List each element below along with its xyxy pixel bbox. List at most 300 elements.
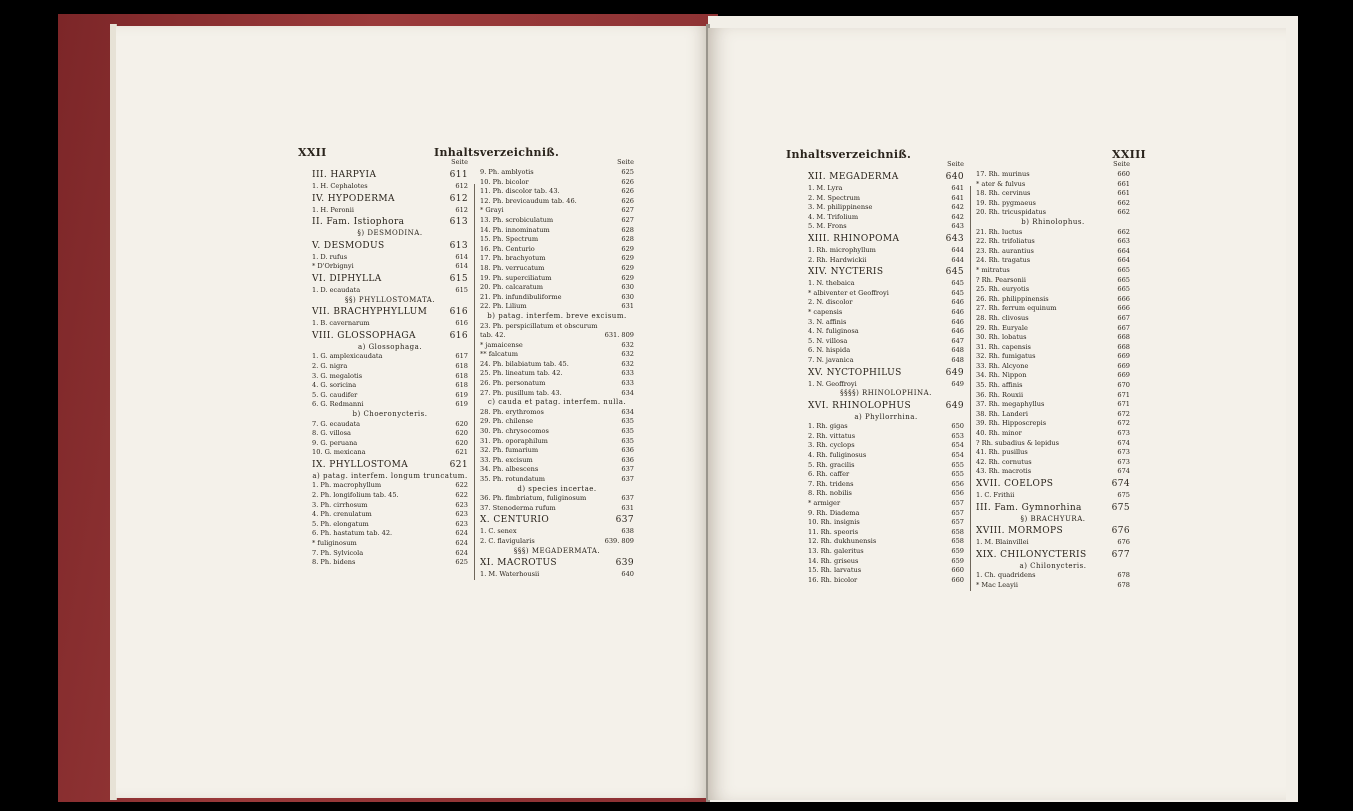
section-subheading: §) BRACHYURA. [1020, 514, 1086, 523]
entry-title: XVIII. MORMOPS [976, 526, 1064, 537]
entry-title: 29. Ph. chilense [480, 417, 534, 426]
entry-page: 648 [951, 355, 964, 364]
genus-heading [976, 477, 1130, 491]
entry-title: 4. Ph. crenulatum [312, 510, 372, 519]
entry-page: 616 [449, 330, 468, 341]
entry-page: 656 [951, 479, 964, 488]
entry-title: 14. Ph. innominatum [480, 225, 550, 234]
entry-page: 642 [951, 203, 964, 212]
section-subheading: b) patag. interfem. breve excisum. [487, 311, 627, 320]
toc-entry [976, 491, 1130, 501]
entry-title: 7. Ph. Sylvicola [312, 548, 364, 557]
toc-entry [976, 538, 1130, 548]
entry-page: 619 [455, 400, 468, 409]
entry-page: 644 [951, 255, 964, 264]
entry-title: 12. Rh. dukhunensis [808, 537, 877, 546]
entry-page: 629 [621, 273, 634, 282]
entry-page: 618 [455, 361, 468, 370]
toc-entry [312, 558, 468, 568]
entry-page: 668 [1117, 342, 1130, 351]
entry-page: 664 [1117, 256, 1130, 265]
entry-title: 22. Ph. Lilium [480, 302, 527, 311]
genus-heading [808, 232, 964, 246]
entry-page: 675 [1111, 502, 1130, 513]
entry-page: 670 [1117, 381, 1130, 390]
entry-title: 1. C. senex [480, 527, 517, 536]
toc-entry [312, 391, 468, 401]
left-page [116, 26, 708, 798]
toc-entry [808, 308, 964, 318]
entry-title: * Grayi [480, 206, 504, 215]
entry-title: X. CENTURIO [480, 515, 550, 526]
toc-entry [480, 465, 634, 475]
toc-entry [808, 194, 964, 204]
entry-title: 6. N. hispida [808, 346, 851, 355]
entry-page: 623 [455, 500, 468, 509]
entry-title: 1. M. Blainvillei [976, 538, 1029, 547]
entry-title: 2. N. discolor [808, 298, 853, 307]
right-column-1 [808, 160, 964, 585]
entry-page: 627 [621, 206, 634, 215]
toc-entry [976, 247, 1130, 257]
entry-page: 634 [621, 388, 634, 397]
entry-page: 646 [951, 307, 964, 316]
entry-title: ** falcatum [480, 350, 518, 359]
entry-title: 32. Rh. fumigatus [976, 352, 1036, 361]
entry-title: 8. Ph. bidens [312, 558, 356, 567]
entry-page: 663 [1117, 237, 1130, 246]
right-column-2 [976, 160, 1130, 591]
entry-title: 7. G. ecaudata [312, 419, 361, 428]
entry-page: 676 [1111, 526, 1130, 537]
entry-page: 668 [1117, 333, 1130, 342]
entry-page: 648 [951, 346, 964, 355]
entry-page: 632 [621, 350, 634, 359]
entry-page: 629 [621, 263, 634, 272]
entry-page: 644 [951, 245, 964, 254]
entry-page: 638 [621, 527, 634, 536]
toc-entry [808, 422, 964, 432]
toc-entry [808, 356, 964, 366]
entry-title: II. Fam. Istiophora [312, 217, 405, 228]
entry-page: 640 [945, 172, 964, 182]
toc-entry [312, 448, 468, 458]
toc-entry [976, 419, 1130, 429]
entry-page: 612 [455, 182, 468, 190]
entry-title: 1. Ph. macrophyllum [312, 481, 382, 490]
entry-page: 649 [945, 400, 964, 411]
entry-title: 3. G. megalotis [312, 371, 363, 380]
toc-entry [976, 439, 1130, 449]
entry-page: 660 [951, 566, 964, 575]
right-page-number: XXIII [1112, 148, 1147, 161]
entry-page: 620 [455, 438, 468, 447]
toc-entry [480, 389, 634, 399]
entry-title: 42. Rh. cornutus [976, 457, 1032, 466]
section-subheading: a) Chilonycteris. [1019, 561, 1087, 570]
entry-page: 633 [621, 379, 634, 388]
toc-entry [808, 279, 964, 289]
entry-title: 33. Rh. Alcyone [976, 361, 1029, 370]
toc-entry [808, 298, 964, 308]
genus-heading [312, 192, 468, 206]
genus-heading [808, 170, 964, 184]
toc-entry [480, 322, 634, 332]
toc-entry [480, 226, 634, 236]
entry-page: 621 [455, 448, 468, 457]
entry-page: 672 [1117, 409, 1130, 418]
toc-entry [312, 439, 468, 449]
toc-entry [312, 491, 468, 501]
entry-title: 37. Rh. megaphyllus [976, 400, 1045, 409]
entry-title: 43. Rh. macrotis [976, 467, 1032, 476]
toc-entry [808, 337, 964, 347]
seite-label: Seite [451, 158, 468, 166]
entry-title: 9. Ph. amblyotis [480, 168, 534, 176]
entry-page: 666 [1117, 294, 1130, 303]
entry-page: 655 [951, 470, 964, 479]
toc-entry [312, 420, 468, 430]
entry-page: 636 [621, 455, 634, 464]
entry-page: 665 [1117, 285, 1130, 294]
entry-page: 667 [1117, 323, 1130, 332]
entry-title: 21. Rh. luctus [976, 227, 1023, 236]
entry-title: 3. Ph. cirrhosum [312, 500, 368, 509]
entry-page: 669 [1117, 352, 1130, 361]
toc-entry [976, 343, 1130, 353]
entry-title: 29. Rh. Euryale [976, 323, 1028, 332]
entry-page: 660 [1117, 170, 1130, 178]
entry-page: 677 [1111, 549, 1130, 560]
entry-page: 622 [455, 491, 468, 500]
genus-heading [808, 366, 964, 380]
entry-title: 1. G. amplexicaudata [312, 352, 383, 361]
entry-page: 621 [449, 459, 468, 470]
section-subheading: b) Choeronycteris. [352, 409, 428, 418]
entry-title: 23. Rh. aurantius [976, 246, 1034, 255]
entry-page: 657 [951, 508, 964, 517]
entry-title: 24. Rh. tragatus [976, 256, 1031, 265]
toc-entry [808, 441, 964, 451]
entry-title: 8. G. villosa [312, 429, 351, 438]
toc-entry [480, 427, 634, 437]
seite-label: Seite [1113, 160, 1130, 168]
genus-heading [312, 239, 468, 253]
toc-entry [808, 470, 964, 480]
toc-entry [480, 283, 634, 293]
toc-entry [480, 331, 634, 341]
entry-title: 32. Ph. fumarium [480, 446, 539, 455]
toc-entry [480, 437, 634, 447]
entry-title: 22. Rh. trifoliatus [976, 237, 1035, 246]
genus-heading [480, 556, 634, 570]
entry-page: 615 [449, 273, 468, 284]
right-page [708, 28, 1286, 800]
entry-title: 6. Rh. caffer [808, 470, 850, 479]
entry-title: 31. Rh. capensis [976, 342, 1031, 351]
toc-entry [976, 170, 1130, 180]
entry-page: 635 [621, 417, 634, 426]
entry-title: 2. Rh. vittatus [808, 431, 856, 440]
entry-title: * Mac Leayii [976, 580, 1019, 589]
entry-page: 678 [1117, 580, 1130, 589]
entry-title: 1. Ch. quadridens [976, 571, 1036, 580]
section-subheading: a) Phyllorrhina. [854, 412, 918, 421]
entry-title: 25. Rh. euryotis [976, 285, 1030, 294]
toc-entry [976, 276, 1130, 286]
entry-page: 655 [951, 460, 964, 469]
entry-title: 31. Ph. oporaphilum [480, 436, 548, 445]
toc-entry [808, 432, 964, 442]
entry-title: 25. Ph. lineatum tab. 42. [480, 369, 563, 378]
toc-entry [976, 180, 1130, 190]
genus-heading [808, 265, 964, 279]
toc-entry [312, 549, 468, 559]
entry-title: 10. Ph. bicolor [480, 177, 529, 186]
entry-title: 1. Rh. gigas [808, 422, 848, 431]
entry-page: 631. 809 [604, 331, 634, 340]
entry-page: 626 [621, 196, 634, 205]
entry-page: 678 [1117, 571, 1130, 580]
entry-title: 4. Rh. fuliginosus [808, 451, 867, 460]
entry-page: 620 [455, 429, 468, 438]
toc-entry [480, 446, 634, 456]
entry-page: 624 [455, 529, 468, 538]
toc-entry [976, 266, 1130, 276]
entry-page: 654 [951, 451, 964, 460]
entry-page: 658 [951, 527, 964, 536]
entry-page: 641 [951, 184, 964, 192]
genus-heading [480, 513, 634, 527]
entry-page: 646 [951, 298, 964, 307]
entry-title: 21. Ph. infundibuliforme [480, 292, 562, 301]
entry-title: 37. Stenoderma rufum [480, 503, 556, 512]
left-running-head: Inhaltsverzeichniß. [434, 146, 560, 159]
entry-title: * capensis [808, 307, 843, 316]
entry-title: 27. Ph. pusillum tab. 43. [480, 388, 562, 397]
entry-page: 669 [1117, 361, 1130, 370]
toc-entry [480, 537, 634, 547]
entry-page: 616 [455, 319, 468, 328]
entry-title: 4. M. Trifolium [808, 212, 859, 221]
entry-title: 41. Rh. pusillus [976, 448, 1028, 457]
entry-page: 635 [621, 427, 634, 436]
entry-title: 20. Ph. calcaratum [480, 283, 544, 292]
entry-page: 637 [621, 475, 634, 483]
toc-entry [312, 372, 468, 382]
toc-entry [808, 537, 964, 547]
toc-entry [312, 400, 468, 410]
toc-entry [312, 510, 468, 520]
toc-entry [808, 256, 964, 266]
entry-page: 664 [1117, 246, 1130, 255]
entry-title: ? Rh. Pearsonii [976, 275, 1026, 284]
entry-page: 645 [951, 288, 964, 297]
entry-page: 612 [449, 193, 468, 204]
column-rule [474, 184, 475, 580]
entry-page: 626 [621, 177, 634, 186]
entry-title: 6. G. Redmanni [312, 400, 364, 409]
entry-title: 1. B. cavernarum [312, 319, 370, 328]
entry-title: XVII. COELOPS [976, 479, 1054, 489]
entry-page: 630 [621, 283, 634, 292]
entry-title: 10. Rh. insignis [808, 518, 860, 527]
entry-title: 16. Ph. Centurio [480, 244, 535, 253]
entry-page: 631 [621, 302, 634, 311]
entry-title: XI. MACROTUS [480, 558, 557, 569]
toc-entry [976, 324, 1130, 334]
entry-page: 623 [455, 510, 468, 519]
entry-title: 11. Ph. discolor tab. 43. [480, 187, 560, 196]
entry-page: 674 [1111, 479, 1130, 489]
entry-page: 647 [951, 336, 964, 345]
section-subheading: d) species incertae. [517, 484, 597, 493]
toc-entry [808, 380, 964, 390]
toc-entry [976, 237, 1130, 247]
toc-entry [808, 461, 964, 471]
toc-entry [976, 333, 1130, 343]
entry-title: 5. N. villosa [808, 336, 848, 345]
entry-title: XII. MEGADERMA [808, 172, 899, 182]
entry-title: 1. H. Cephalotes [312, 182, 368, 190]
entry-page: 673 [1117, 457, 1130, 466]
entry-title: VI. DIPHYLLA [312, 273, 382, 284]
entry-title: XIV. NYCTERIS [808, 267, 884, 278]
entry-title: XVI. RHINOLOPHUS [808, 400, 912, 411]
entry-title: 5. M. Frons [808, 222, 847, 231]
toc-entry [480, 360, 634, 370]
entry-page: 649 [945, 367, 964, 378]
entry-page: 637 [621, 494, 634, 503]
entry-title: 33. Ph. excisum [480, 455, 533, 464]
entry-title: 34. Ph. albescens [480, 465, 539, 474]
toc-entry [312, 182, 468, 192]
toc-entry [480, 206, 634, 216]
entry-title: 20. Rh. tricuspidatus [976, 208, 1046, 217]
entry-page: 659 [951, 547, 964, 555]
toc-entry [976, 189, 1130, 199]
entry-page: 671 [1117, 390, 1130, 399]
toc-entry [312, 481, 468, 491]
entry-title: * armiger [808, 499, 841, 508]
genus-heading [976, 548, 1130, 562]
entry-title: 13. Ph. scrobiculatum [480, 215, 554, 224]
toc-entry [976, 410, 1130, 420]
toc-entry [808, 203, 964, 213]
toc-entry [808, 289, 964, 299]
toc-entry [480, 494, 634, 504]
entry-title: 1. M. Waterhousii [480, 570, 540, 579]
toc-entry [976, 228, 1130, 238]
entry-title: 17. Ph. brachyotum [480, 254, 546, 263]
entry-title: 3. N. affinis [808, 317, 847, 326]
entry-title: 28. Ph. erythromos [480, 407, 544, 416]
toc-entry [480, 187, 634, 197]
entry-page: 646 [951, 317, 964, 326]
entry-title: 2. Rh. Hardwickii [808, 255, 867, 264]
genus-heading [312, 458, 468, 472]
toc-entry [480, 302, 634, 312]
entry-title: 1. Rh. microphyllum [808, 245, 876, 254]
toc-entry [976, 256, 1130, 266]
entry-title: * D'Orbignyi [312, 262, 354, 271]
toc-entry [480, 417, 634, 427]
entry-title: XV. NYCTOPHILUS [808, 367, 902, 378]
toc-entry [480, 274, 634, 284]
toc-entry [808, 566, 964, 576]
toc-entry [976, 199, 1130, 209]
entry-title: 12. Ph. brevicaudum tab. 46. [480, 196, 577, 205]
entry-title: 23. Ph. perspicillatum et obscurum [480, 321, 598, 330]
toc-entry [808, 318, 964, 328]
left-column-1 [312, 158, 468, 568]
entry-page: 628 [621, 225, 634, 234]
entry-page: 676 [1117, 538, 1130, 547]
entry-title: 30. Rh. lobatus [976, 333, 1027, 342]
section-subheading: §§§) MEGADERMATA. [513, 546, 601, 555]
entry-title: 1. N. Geoffroyi [808, 379, 857, 388]
section-subheading: b) Rhinolophus. [1021, 217, 1085, 226]
entry-page: 631 [621, 503, 634, 512]
entry-page: 659 [951, 556, 964, 565]
toc-entry [312, 520, 468, 530]
toc-entry [976, 362, 1130, 372]
entry-title: 13. Rh. galeritus [808, 547, 864, 555]
entry-page: 627 [621, 215, 634, 224]
entry-title: 35. Ph. rotundatum [480, 475, 546, 483]
genus-heading [312, 305, 468, 319]
toc-entry [312, 501, 468, 511]
entry-page: 641 [951, 193, 964, 202]
toc-entry [976, 314, 1130, 324]
toc-entry [808, 346, 964, 356]
entry-page: 658 [951, 537, 964, 546]
entry-page: 674 [1117, 467, 1130, 476]
toc-entry [312, 381, 468, 391]
entry-page: 673 [1117, 448, 1130, 457]
toc-entry [480, 216, 634, 226]
entry-page: 622 [455, 481, 468, 490]
entry-title: 36. Ph. fimbriatum, fuliginosum [480, 494, 587, 503]
toc-entry [808, 509, 964, 519]
entry-title: * mitratus [976, 265, 1010, 274]
toc-entry [808, 246, 964, 256]
section-subheading: §§) PHYLLOSTOMATA. [344, 295, 436, 304]
toc-entry [808, 213, 964, 223]
entry-page: 618 [455, 381, 468, 390]
section-subheading: a) Glossophaga. [357, 342, 423, 351]
entry-page: 654 [951, 441, 964, 450]
toc-entry [808, 557, 964, 567]
entry-page: 616 [449, 307, 468, 318]
entry-page: 630 [621, 292, 634, 301]
toc-entry [480, 235, 634, 245]
entry-title: 38. Rh. Landeri [976, 409, 1028, 418]
entry-page: 656 [951, 489, 964, 498]
entry-title: tab. 42. [480, 331, 506, 340]
toc-entry [976, 381, 1130, 391]
toc-entry [976, 352, 1130, 362]
toc-entry [480, 527, 634, 537]
toc-entry [312, 262, 468, 272]
entry-page: 619 [455, 390, 468, 399]
entry-title: 17. Rh. murinus [976, 170, 1030, 178]
genus-heading [312, 329, 468, 343]
toc-entry [976, 458, 1130, 468]
entry-title: 5. Rh. gracilis [808, 460, 855, 469]
entry-page: 671 [1117, 400, 1130, 409]
toc-entry [808, 528, 964, 538]
